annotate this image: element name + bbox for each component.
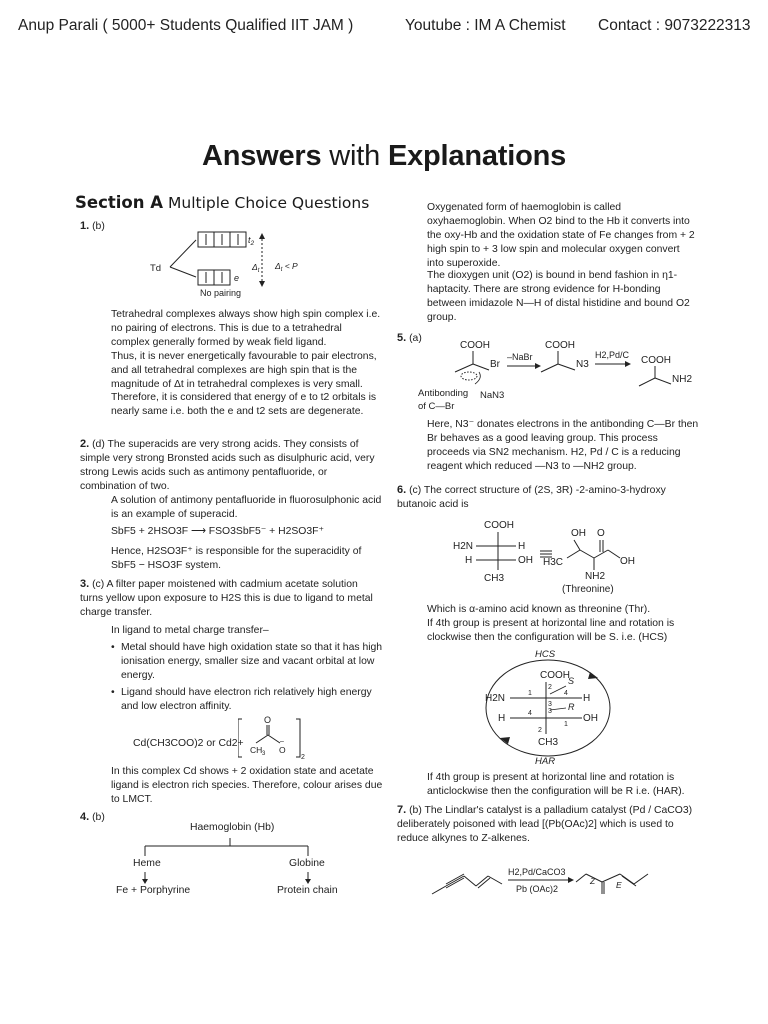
q3-bullets [111,641,383,714]
q6-block [397,484,697,512]
title-answers: Answers [201,140,322,172]
q2-text3: Hence, H2SO3F⁺ is responsible for the superacidity of SbF5 − HSO3F system. [111,546,362,571]
q1-explanation [111,308,381,419]
svg-text:OH: OH [571,528,586,539]
q6-text1: The correct structure of (2S, 3R) -2-amino-3-hydroxy butanoic acid is [397,485,666,510]
svg-text:NH2: NH2 [672,374,693,385]
q7-answer: (b) [409,805,422,816]
svg-text:OH: OH [583,713,598,724]
q2-block [80,438,382,494]
tree-protein-chain: Protein chain [277,885,338,896]
header-author: Anup Parali ( 5000+ Students Qualified IIT JAM ) [18,17,354,34]
delta-t-label: $\Delta_t$ [252,262,260,274]
svg-text:NH2: NH2 [585,571,606,582]
q5-answer: (a) [409,333,422,344]
q3-bullet-1: • Metal should have high oxidation state so that it has high ionisation energy, smaller size and vacant orbital at low energy. [111,641,383,683]
svg-text:H: H [498,713,506,724]
hcs-har-diagram [480,646,640,766]
svg-text:1: 1 [564,721,568,728]
tree-heme: Heme [133,858,161,869]
svg-text:2: 2 [301,754,305,761]
svg-text:H2,Pd/CaCO3: H2,Pd/CaCO3 [508,867,566,877]
lindlar-reaction [430,862,660,902]
svg-text:4: 4 [564,690,568,697]
svg-text:H2N: H2N [453,541,474,552]
svg-text:–: – [280,738,284,745]
svg-text:OH: OH [620,556,635,567]
svg-text:CH: CH [250,745,263,755]
svg-text:H3C: H3C [543,557,564,568]
svg-text:O: O [264,715,272,725]
q3-text1: A filter paper moistened with cadmium acetate solution turns yellow upon exposure to H2S this is due to ligand to metal charge transfer. [80,579,373,618]
svg-text:4: 4 [528,710,532,717]
q1-number: 1. (b) [80,220,105,232]
section-title: Multiple Choice Questions [168,194,370,212]
svg-text:1: 1 [528,690,532,697]
svg-text:Antibonding: Antibonding [418,388,469,399]
delta-lt-p-label: $\Delta_t < P$ [275,261,298,273]
q6-number: 6. [397,484,407,496]
q3-answer: (c) [92,579,105,590]
q7-block [397,804,697,846]
svg-text:COOH: COOH [484,520,514,531]
svg-text:(Threonine): (Threonine) [562,584,614,595]
title-explanations: Explanations [387,140,567,172]
svg-text:HAR: HAR [535,756,556,766]
svg-text:COOH: COOH [460,340,490,351]
td-label: Td [150,263,162,274]
q2-answer: (d) [92,439,105,450]
q2-text1: The superacids are very strong acids. They consists of simple very strong Bronsted acids such as disulphuric acid, very strong Lewis acids such as antimony pentafluoride, or combination of two. [80,439,375,492]
svg-text:–NaBr: –NaBr [507,352,533,362]
svg-text:CH3: CH3 [538,737,559,748]
page-title [0,140,768,173]
q5-text1: Here, N3⁻ donates electrons in the antibonding C—Br then Br behaves as a good leaving group. This process proceeds via SN2 mechanism. H2, Pd / C is a reducing reagent which reduced —N3 to —NH2 group. [427,419,699,472]
section-label: Section A [75,193,163,212]
q7-number: 7. [397,804,407,816]
section-heading [75,193,369,213]
no-pairing-label: No pairing [200,288,242,298]
q6-text3: If 4th group is present at horizontal line and rotation is clockwise then the configuration will be S. i.e. (HCS) [427,618,675,643]
tree-fe-porphyrine: Fe + Porphyrine [116,885,191,896]
q6-text4: If 4th group is present at horizontal line and rotation is anticlockwise then the configuration will be R i.e. (HAR). [427,772,685,797]
tree-globine: Globine [289,858,325,869]
svg-text:Z: Z [590,876,596,886]
q5-number: 5. (a) [397,332,422,344]
svg-text:R: R [568,702,575,712]
q2-number: 2. [80,438,90,450]
right-text1: Oxygenated form of haemoglobin is called oxyhaemoglobin. When O2 bind to the Hb it converts into the oxy-Hb and the oxidation state of Fe changes from + 2 high spin to + 3 low spin and molecular oxygen convert into superoxide. [427,202,695,269]
svg-text:3: 3 [548,708,552,715]
t2-label: $t_2$ [248,235,255,247]
q2-equation: SbF5 + 2HSO3F ⟶ FSO3SbF5⁻ + H2SO3F⁺ [111,526,324,537]
q2-text2: A solution of antimony pentafluoride in fluorosulphonic acid is an example of superacid. [111,495,382,520]
svg-text:E: E [616,880,622,890]
svg-text:CH3: CH3 [484,573,505,584]
q3-bullet-2: • Ligand should have electron rich relatively high energy and low electron affinity. [111,686,383,714]
q4-number: 4. (b) [80,811,105,823]
svg-text:3: 3 [548,701,552,708]
svg-text:N3: N3 [576,359,589,370]
q3-text3: In this complex Cd shows + 2 oxidation state and acetate ligand is electron rich species. Therefore, colour arises due to LMCT. [111,766,383,805]
q3-formula: Cd(CH3COO)2 or Cd2+ [133,738,244,749]
q1-answer: (b) [92,221,105,232]
svg-text:H: H [518,541,526,552]
acetate-structure [238,713,308,761]
svg-text:2: 2 [548,684,552,691]
svg-text:COOH: COOH [545,340,575,351]
svg-text:Br: Br [490,359,500,370]
q1-text1: Tetrahedral complexes always show high spin complex i.e. no pairing of electrons. This is due to a tetrahedral complex generally formed by weak field ligand. [111,309,381,348]
svg-text:H: H [465,555,473,566]
svg-text:Pb (OAc)2: Pb (OAc)2 [516,884,559,894]
svg-text:O: O [597,528,605,539]
q5-reaction-scheme [415,336,715,416]
q7-text1: The Lindlar's catalyst is a palladium catalyst (Pd / CaCO3) deliberately poisoned with lead [(Pb(OAc)2] which is used to reduce alkynes to Z-alkenes. [397,805,693,844]
svg-text:COOH: COOH [641,355,671,366]
q3-text2: In ligand to metal charge transfer– [111,625,269,636]
q1-text2: Thus, it is never energetically favourable to pair electrons, and all tetrahedral complexes are high spin that is the magnitude of Δt in tetrahedral complexes is very small. Therefore, it is considered that energy of e to t2 orbitals is nearly same i.e. both the e and t2 sets are degenerate. [111,350,377,418]
svg-text:OH: OH [518,555,533,566]
svg-text:H: H [583,693,591,704]
svg-text:H2N: H2N [485,693,506,704]
svg-text:of C—Br: of C—Br [418,401,455,412]
right-text2: The dioxygen unit (O2) is bound in bend fashion in η1-haptacity. There are strong evidence for H-bonding between imidazole N—H of distal histidine and bound O2 group. [427,270,690,323]
svg-text:S: S [568,676,575,686]
svg-text:H2,Pd/C: H2,Pd/C [595,350,630,360]
svg-text:NaN3: NaN3 [480,390,505,401]
crystal-field-diagram [140,225,340,305]
tree-root: Haemoglobin (Hb) [190,822,275,833]
q3-number: 3. [80,578,90,590]
svg-text:HCS: HCS [535,649,556,660]
threonine-structures [450,518,670,598]
q4-answer: (b) [92,812,105,823]
q3-block [80,578,382,620]
q6-answer: (c) [409,485,422,496]
svg-text:COOH: COOH [540,670,570,681]
svg-text:O: O [279,745,286,755]
q6-text2: Which is α-amino acid known as threonine (Thr). [427,604,651,615]
svg-text:2: 2 [538,727,542,734]
e-label: e [234,273,240,283]
title-with: with [321,140,388,172]
header-contact: Contact : 9073222313 [598,17,751,34]
svg-text:3: 3 [262,751,266,757]
header-youtube: Youtube : IM A Chemist [405,17,566,34]
